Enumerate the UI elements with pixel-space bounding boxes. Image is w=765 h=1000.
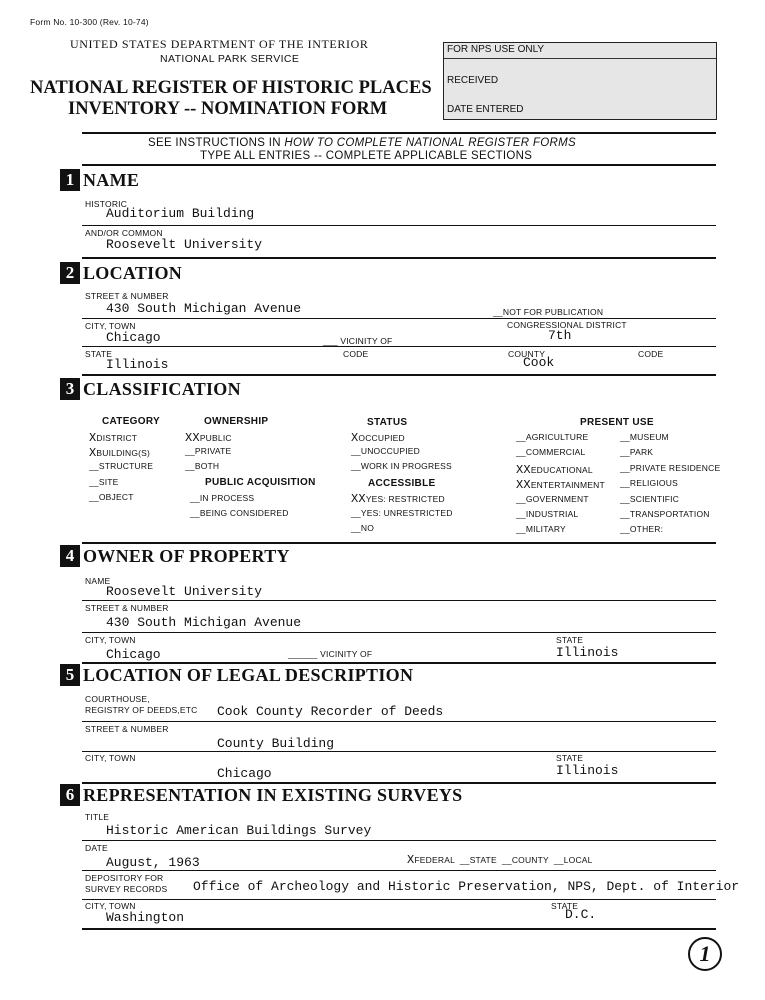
survey-records-label: SURVEY RECORDS [85,884,168,894]
checklist-label: COMMERCIAL [525,447,586,458]
checklist-label: YES: RESTRICTED [365,494,445,504]
checklist-item [89,492,134,502]
section-number: 4 [60,545,80,567]
section-3-header [60,378,241,400]
section-number: 1 [60,169,80,191]
checklist-label: GOVERNMENT [525,493,589,504]
check-mark: __ [185,446,195,457]
ownership-heading: OWNERSHIP [204,416,269,427]
checklist-label: WORK IN PROGRESS [360,461,452,472]
checklist-item [620,478,678,488]
check-mark: XX [351,492,366,506]
street-value: 430 South Michigan Avenue [106,301,302,316]
owner-name-label: NAME [85,576,111,586]
checklist-item [516,478,605,492]
section-5-header [60,664,413,686]
survey-city-label: CITY, TOWN [85,901,136,911]
check-mark: __ [516,509,526,519]
check-mark: X [89,431,97,445]
registry-label: REGISTRY OF DEEDS,ETC [85,705,198,715]
checklist-label: STRUCTURE [98,461,154,472]
check-mark: __ [351,523,361,533]
nps-use-only-label: FOR NPS USE ONLY [447,44,545,55]
courthouse-label: COURTHOUSE, [85,694,150,704]
section-title: OWNER OF PROPERTY [83,545,290,566]
survey-city: Washington [106,910,185,925]
check-mark: __ [620,524,630,535]
checklist-item [516,447,585,457]
checklist-label: YES: UNRESTRICTED [360,507,453,518]
section-6-header [60,784,463,806]
checklist-label: MILITARY [525,524,566,535]
checklist-item [351,461,452,471]
checklist-item [190,508,289,518]
checklist-label: DISTRICT [96,433,138,443]
check-mark: __ [620,447,630,458]
checklist-label: MUSEUM [629,432,669,442]
status-heading: STATUS [367,417,408,428]
owner-state: Illinois [556,645,619,660]
check-mark: __ [620,462,630,473]
checklist-item [620,463,720,473]
checklist-item [516,509,578,519]
survey-date: August, 1963 [106,855,200,870]
date-entered-label: DATE ENTERED [447,104,524,115]
check-mark: __ [89,461,99,472]
section-number: 6 [60,784,80,806]
legal-street-label: STREET & NUMBER [85,724,169,734]
present-use-heading: PRESENT USE [580,417,654,428]
section-number: 2 [60,262,80,284]
section-number: 5 [60,664,80,686]
checklist-item [620,524,663,534]
checklist-item [620,447,653,457]
checklist-item [89,477,119,487]
page-number: 1 [688,937,722,971]
section-title: LOCATION [83,262,183,283]
checklist-item [89,446,150,460]
checklist-item [89,431,137,445]
check-mark: __ [516,432,526,442]
checklist-item [516,494,589,504]
accessible-heading: ACCESSIBLE [368,478,436,489]
common-name-label: AND/OR COMMON [85,228,163,238]
city-value: Chicago [106,330,161,345]
check-mark: __ [190,493,200,503]
owner-state-label: STATE [556,635,584,645]
survey-title: Historic American Buildings Survey [106,823,372,838]
instructions-line1: SEE INSTRUCTIONS IN HOW TO COMPLETE NATIONAL REGISTER FORMS [148,137,576,149]
common-name: Roosevelt University [106,237,263,252]
checklist-item [351,508,453,518]
section-4-header [60,545,290,567]
checklist-item [351,446,420,456]
checklist-label: BOTH [194,461,220,472]
checklist-label: OTHER: [629,524,664,535]
form-number: Form No. 10-300 (Rev. 10-74) [30,17,149,27]
public-acquisition-heading: PUBLIC ACQUISITION [205,477,316,488]
county-label: COUNTY [508,349,546,359]
checklist-label: IN PROCESS [199,493,255,503]
county-code-label: CODE [638,349,664,359]
checklist-item [185,446,231,456]
checklist-item [516,432,588,442]
checklist-item [185,431,232,445]
checklist-item [620,509,710,519]
section-title: CLASSIFICATION [83,378,241,399]
state-value: Illinois [106,357,169,372]
checklist-item [351,523,374,533]
check-mark: __ [516,447,526,458]
survey-state: D.C. [565,907,597,922]
checklist-label: PUBLIC [199,433,232,443]
service-name: NATIONAL PARK SERVICE [160,53,300,65]
check-mark: X [89,446,97,461]
checklist-label: INDUSTRIAL [525,509,579,519]
checklist-label: OBJECT [98,491,134,502]
category-heading: CATEGORY [102,416,160,427]
check-mark: X [351,431,359,445]
checklist-item [190,493,254,503]
survey-level-options: XFEDERAL __STATE __COUNTY __LOCAL [407,853,593,867]
district-value: 7th [548,328,572,343]
form-title-line1: NATIONAL REGISTER OF HISTORIC PLACES [30,78,432,98]
vicinity-label: ___ VICINITY OF [323,336,393,346]
survey-title-label: TITLE [85,812,110,822]
checklist-label: TRANSPORTATION [629,509,710,519]
check-mark: __ [620,493,630,504]
check-mark: XX [516,478,531,493]
checklist-label: PRIVATE RESIDENCE [629,462,721,473]
checklist-label: ENTERTAINMENT [530,480,605,491]
instructions-line2: TYPE ALL ENTRIES -- COMPLETE APPLICABLE SECTIONS [200,150,533,162]
checklist-label: SITE [98,476,119,487]
legal-city: Chicago [217,766,272,781]
agency-name: UNITED STATES DEPARTMENT OF THE INTERIOR [70,37,369,51]
owner-city: Chicago [106,647,161,662]
section-1-header [60,169,139,191]
check-mark: __ [620,478,630,489]
check-mark: __ [185,461,195,472]
legal-state-label: STATE [556,753,584,763]
checklist-label: OCCUPIED [358,433,405,443]
section-title: REPRESENTATION IN EXISTING SURVEYS [83,784,463,805]
checklist-item [620,432,669,442]
check-mark: __ [89,476,99,487]
city-label: CITY, TOWN [85,321,136,331]
legal-city-label: CITY, TOWN [85,753,136,763]
section-title: NAME [83,169,140,190]
checklist-item [185,461,219,471]
depository-value: Office of Archeology and Historic Preservation, NPS, Dept. of Interior [193,879,740,894]
section-2-header [60,262,182,284]
depository-label: DEPOSITORY FOR [85,873,164,883]
check-mark: __ [620,509,630,519]
section-title: LOCATION OF LEGAL DESCRIPTION [83,664,414,685]
checklist-label: UNOCCUPIED [360,446,421,457]
checklist-label: PRIVATE [194,446,232,457]
check-mark: __ [620,432,630,442]
check-mark: __ [351,446,361,457]
historic-label: HISTORIC [85,199,128,209]
check-mark: XX [516,462,531,477]
nps-use-only-box [443,42,717,120]
checklist-item [516,463,593,477]
checklist-label: RELIGIOUS [629,478,678,489]
checklist-item [351,492,445,506]
check-mark: __ [516,524,526,535]
courthouse-value: Cook County Recorder of Deeds [217,704,444,719]
survey-date-label: DATE [85,843,108,853]
not-for-publication: __NOT FOR PUBLICATION [493,307,604,317]
owner-street-label: STREET & NUMBER [85,603,169,613]
survey-state-label: STATE [551,901,579,911]
checklist-label: BEING CONSIDERED [199,508,289,519]
checklist-item [89,461,153,471]
check-mark: XX [185,431,200,445]
check-mark: __ [351,461,361,472]
section-number: 3 [60,378,80,400]
congressional-district-label: CONGRESSIONAL DISTRICT [507,320,627,330]
check-mark: __ [190,508,200,519]
historic-name: Auditorium Building [106,206,255,221]
street-label: STREET & NUMBER [85,291,169,301]
checklist-label: NO [360,523,375,533]
checklist-item [620,494,679,504]
check-mark: __ [351,507,361,518]
legal-street: County Building [217,736,335,751]
owner-city-label: CITY, TOWN [85,635,136,645]
check-mark: __ [89,491,99,502]
checklist-label: PARK [629,447,654,458]
checklist-label: AGRICULTURE [525,432,589,442]
received-label: RECEIVED [447,75,499,86]
checklist-label: BUILDING(S) [96,448,151,459]
owner-name: Roosevelt University [106,584,263,599]
check-mark: __ [516,493,526,504]
owner-street: 430 South Michigan Avenue [106,615,302,630]
checklist-item [351,431,405,445]
owner-vicinity-label: ______ VICINITY OF [288,649,373,659]
code-label: CODE [343,349,369,359]
state-label: STATE [85,349,113,359]
county-value: Cook [523,355,555,370]
checklist-label: SCIENTIFIC [629,493,680,504]
legal-state: Illinois [556,763,619,778]
checklist-item [516,524,566,534]
form-title-line2: INVENTORY -- NOMINATION FORM [68,99,388,119]
checklist-label: EDUCATIONAL [530,464,593,475]
